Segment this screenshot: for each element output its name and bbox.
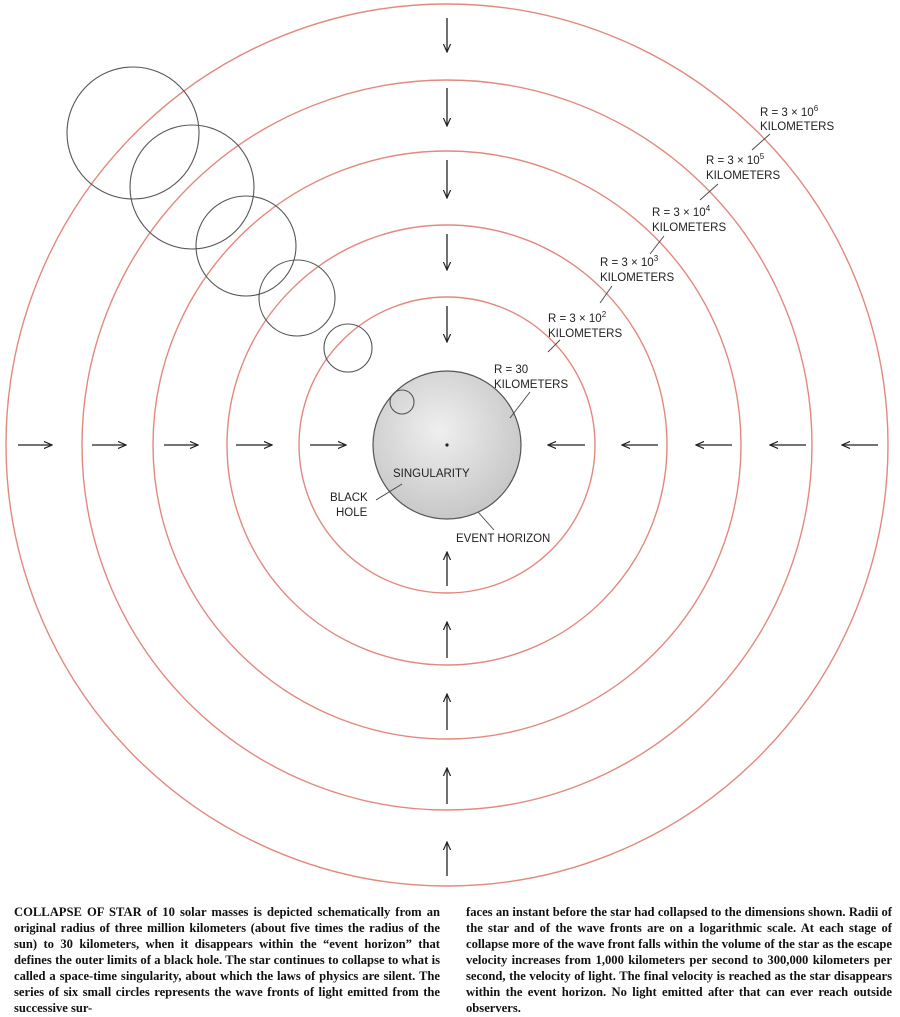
radius-label-r6 (760, 104, 834, 133)
svg-text:R = 3 × 106: $R = 3 \times 10^6$ (760, 104, 819, 119)
svg-text:KILOMETERS: KILOMETERS (652, 222, 727, 234)
singularity-label: SINGULARITY (393, 468, 470, 480)
singularity-point (445, 443, 448, 446)
svg-text:R = 3 × 104: $R = 3 \times 10^4$ (652, 204, 711, 219)
caption-right-column (466, 904, 892, 1016)
svg-text:R = 30: R = 30 (494, 364, 529, 376)
svg-text:R = 3 × 105: $R = 3 \times 10^5$ (706, 152, 765, 167)
caption-right-text: faces an instant before the star had collapsed to the dimensions shown. Radii of the star and of the wave fronts are on a logarithmic scale. At each stage of collapse more of the wave front falls within the volume of the star as the escape velocity increases from 1,000 kilometers per second to 300,000 kilometers per second, the velocity of light. The final velocity is reached as the star disappears within the event horizon. No light emitted after that can ever reach outside observers. (466, 905, 892, 1015)
light-front-circle-5 (324, 324, 372, 372)
leader-r1 (510, 392, 530, 418)
caption-left-column (14, 904, 440, 1016)
svg-text:KILOMETERS: KILOMETERS (548, 328, 623, 340)
svg-text:KILOMETERS: KILOMETERS (494, 379, 569, 391)
radius-label-r2 (548, 310, 622, 340)
radius-label-r1 (494, 364, 568, 391)
svg-text:R = 3 × 102: $R = 3 \times 10^2$ (548, 310, 607, 325)
radius-label-r5 (706, 152, 780, 182)
light-front-circle-2 (130, 125, 254, 249)
leader-event-horizon (478, 512, 494, 530)
black-hole-label-line1: BLACK (330, 492, 368, 504)
svg-text:KILOMETERS: KILOMETERS (760, 121, 835, 133)
svg-text:KILOMETERS: KILOMETERS (706, 170, 781, 182)
light-front-circle-4 (259, 260, 335, 336)
caption-lead: COLLAPSE OF STAR (14, 905, 142, 919)
radius-label-r4 (652, 204, 726, 234)
black-hole-label-line2: HOLE (336, 507, 368, 519)
radius-label-r3 (600, 254, 674, 284)
light-front-circles (67, 67, 414, 414)
svg-text:KILOMETERS: KILOMETERS (600, 272, 675, 284)
svg-text:R = 3 × 103: $R = 3 \times 10^3$ (600, 254, 659, 269)
light-front-circle-1 (67, 67, 199, 199)
caption-left-text: of 10 solar masses is depicted schematically from an original radius of three million kilometers (about five times the radius of the sun) to 30 kilometers, when it disappears within the “event horizon” that defines the outer limits of a black hole. The star continues to collapse to what is called a space-time singularity, about which the laws of physics are silent. The series of six small circles represents the wave fronts of light emitted from the successive sur- (14, 905, 441, 1015)
event-horizon-label: EVENT HORIZON (456, 533, 551, 545)
